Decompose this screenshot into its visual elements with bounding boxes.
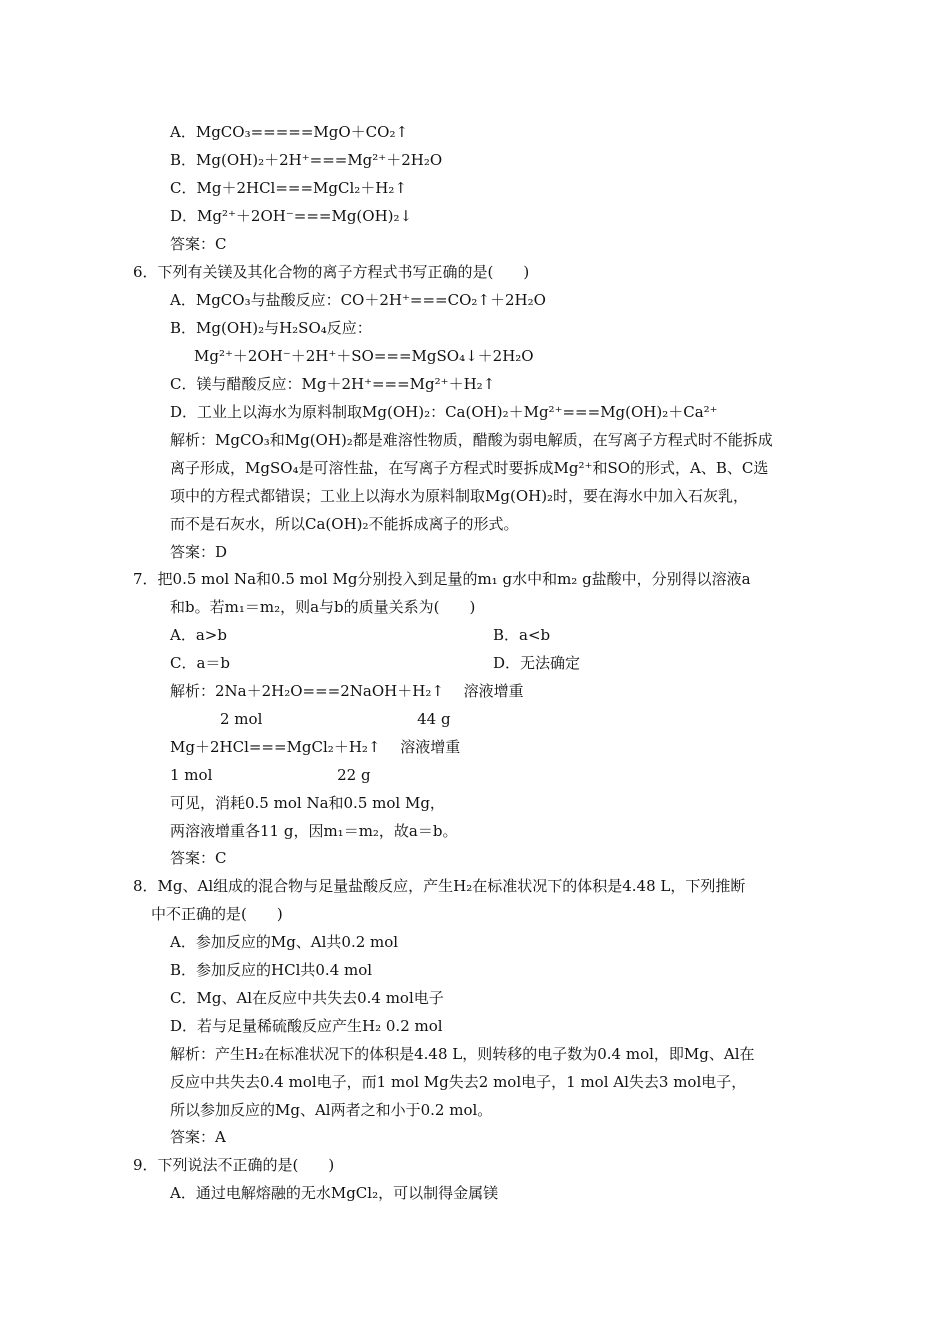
- q9-option-a: A．通过电解熔融的无水MgCl₂，可以制得金属镁: [170, 1184, 499, 1202]
- q7-explanation-line: 解析：2Na＋2H₂O===2NaOH＋H₂↑ 溶液增重: [170, 682, 524, 700]
- q6-option-b-equation: Mg²⁺＋2OH⁻＋2H⁺＋SO===MgSO₄↓＋2H₂O: [194, 347, 534, 365]
- q6-option-b: B．Mg(OH)₂与H₂SO₄反应：: [170, 319, 372, 337]
- q6-option-a: A．MgCO₃与盐酸反应：CO＋2H⁺===CO₂↑＋2H₂O: [170, 291, 546, 309]
- q8-explanation-line: 所以参加反应的Mg、Al两者之和小于0.2 mol。: [170, 1101, 493, 1119]
- q6-answer: 答案：D: [170, 543, 228, 561]
- q7-explanation-line: 两溶液增重各11 g，因m₁＝m₂，故a＝b。: [170, 822, 458, 840]
- q7-option-b: B．a<b: [493, 626, 551, 644]
- question-6: 6．下列有关镁及其化合物的离子方程式书写正确的是( ): [133, 263, 530, 281]
- q7-explanation-line: 可见，消耗0.5 mol Na和0.5 mol Mg，: [170, 794, 445, 812]
- q5-option-d: D．Mg²⁺＋2OH⁻===Mg(OH)₂↓: [170, 207, 413, 225]
- q7-answer: 答案：C: [170, 849, 227, 867]
- q6-option-c: C．镁与醋酸反应：Mg＋2H⁺===Mg²⁺＋H₂↑: [170, 375, 496, 393]
- q7-option-a: A．a>b: [170, 626, 227, 644]
- question-8: 8．Mg、Al组成的混合物与足量盐酸反应，产生H₂在标准状况下的体积是4.48 L，下列推断: [133, 877, 746, 895]
- q8-explanation-line: 解析：产生H₂在标准状况下的体积是4.48 L，则转移的电子数为0.4 mol，即Mg、Al在: [170, 1045, 755, 1063]
- q6-explanation-line: 项中的方程式都错误；工业上以海水为原料制取Mg(OH)₂时，要在海水中加入石灰乳，: [170, 487, 749, 505]
- q6-explanation-line: 离子形成，MgSO₄是可溶性盐，在写离子方程式时要拆成Mg²⁺和SO的形式，A、B、C选: [170, 459, 769, 477]
- q8-explanation-line: 反应中共失去0.4 mol电子，而1 mol Mg失去2 mol电子，1 mol Al失去3 mol电子，: [170, 1073, 747, 1091]
- q5-answer: 答案：C: [170, 235, 227, 253]
- q6-explanation-line: 而不是石灰水，所以Ca(OH)₂不能拆成离子的形式。: [170, 515, 519, 533]
- q7-explanation-line: 1 mol 22 g: [170, 766, 371, 784]
- q8-answer: 答案：A: [170, 1128, 226, 1146]
- q7-explanation-line: Mg＋2HCl===MgCl₂＋H₂↑ 溶液增重: [170, 738, 461, 756]
- q8-option-b: B．参加反应的HCl共0.4 mol: [170, 961, 373, 979]
- q7-explanation-line: 2 mol 44 g: [220, 710, 451, 728]
- q7-option-c: C．a＝b: [170, 654, 231, 672]
- question-7-cont: 和b。若m₁＝m₂，则a与b的质量关系为( ): [170, 598, 476, 616]
- q6-option-d: D．工业上以海水为原料制取Mg(OH)₂：Ca(OH)₂＋Mg²⁺===Mg(OH)₂＋Ca²⁺: [170, 403, 718, 421]
- q5-option-c: C．Mg＋2HCl===MgCl₂＋H₂↑: [170, 179, 407, 197]
- q8-option-d: D．若与足量稀硫酸反应产生H₂ 0.2 mol: [170, 1017, 443, 1035]
- q5-option-b: B．Mg(OH)₂＋2H⁺===Mg²⁺＋2H₂O: [170, 151, 443, 169]
- q6-explanation-line: 解析：MgCO₃和Mg(OH)₂都是难溶性物质，醋酸为弱电解质，在写离子方程式时不能拆成: [170, 431, 773, 449]
- q7-option-d: D．无法确定: [493, 654, 581, 672]
- question-8-cont: 中不正确的是( ): [151, 905, 283, 923]
- question-7: 7．把0.5 mol Na和0.5 mol Mg分别投入到足量的m₁ g水中和m₂ g盐酸中，分别得以溶液a: [133, 570, 751, 588]
- q5-option-a: A．MgCO₃=====MgO＋CO₂↑: [170, 123, 409, 141]
- q8-option-c: C．Mg、Al在反应中共失去0.4 mol电子: [170, 989, 444, 1007]
- q8-option-a: A．参加反应的Mg、Al共0.2 mol: [170, 933, 399, 951]
- question-9: 9．下列说法不正确的是( ): [133, 1156, 335, 1174]
